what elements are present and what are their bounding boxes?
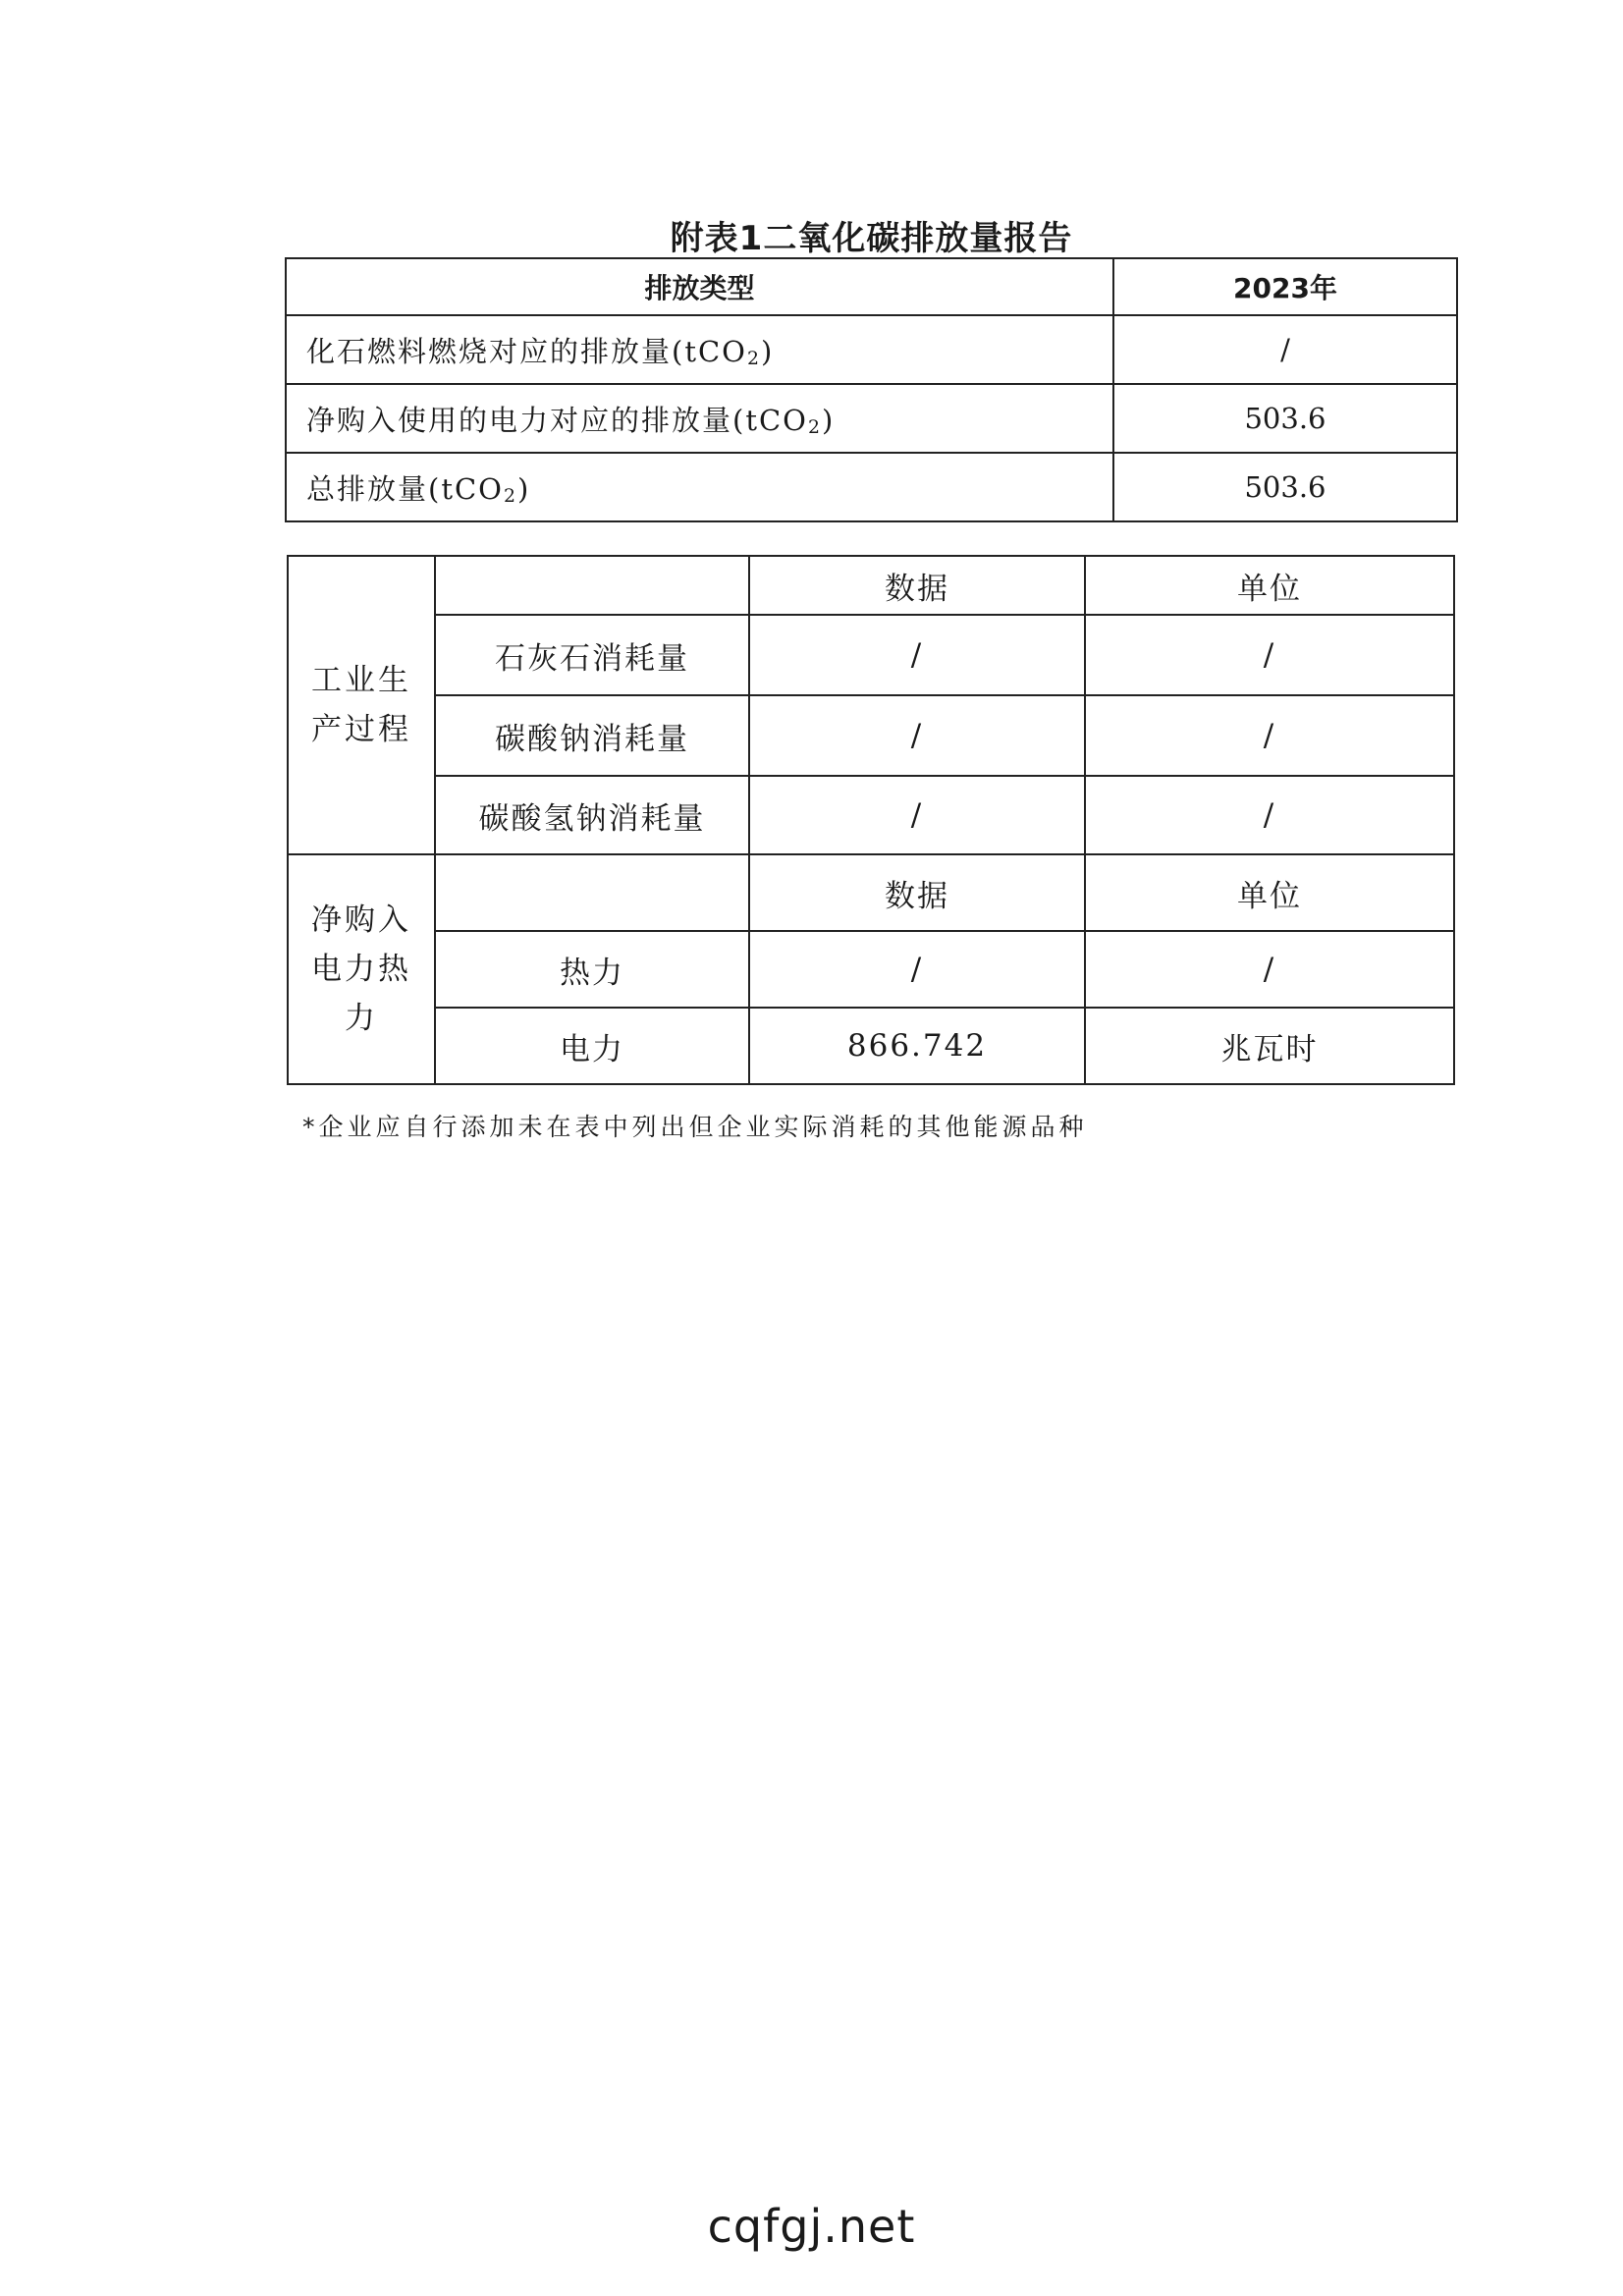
item-sodium-bicarbonate: 碳酸氢钠消耗量 <box>435 776 749 854</box>
header-data: 数据 <box>749 854 1085 931</box>
row-value-purchased-electricity: 503.6 <box>1113 384 1457 453</box>
row-value-total: 503.6 <box>1113 453 1457 521</box>
item-heat: 热力 <box>435 931 749 1008</box>
header-unit: 单位 <box>1085 556 1454 615</box>
data-sodium-bicarbonate: / <box>749 776 1085 854</box>
group-label-purchased-power-heat: 净购入 电力热 力 <box>288 854 435 1084</box>
group-label-industrial-process: 工业生 产过程 <box>288 556 435 854</box>
document-title: 附表1二氧化碳排放量报告 <box>670 219 1073 258</box>
footnote: *企业应自行添加未在表中列出但企业实际消耗的其他能源品种 <box>302 1113 1088 1141</box>
row-label-purchased-electricity: 净购入使用的电力对应的排放量(tCO2) <box>286 384 1113 453</box>
unit-electricity: 兆瓦时 <box>1085 1008 1454 1084</box>
table-header-row <box>286 258 1457 315</box>
header-year: 2023年 <box>1113 258 1457 315</box>
row-label-total: 总排放量(tCO2) <box>286 453 1113 521</box>
header-emission-type: 排放类型 <box>286 258 1113 315</box>
unit-heat: / <box>1085 931 1454 1008</box>
unit-limestone: / <box>1085 615 1454 695</box>
group-header-row <box>288 854 1454 931</box>
header-item-empty <box>435 556 749 615</box>
data-limestone: / <box>749 615 1085 695</box>
row-value-fossil-fuel: / <box>1113 315 1457 384</box>
data-heat: / <box>749 931 1085 1008</box>
header-unit: 单位 <box>1085 854 1454 931</box>
data-electricity: 866.742 <box>749 1008 1085 1084</box>
header-data: 数据 <box>749 556 1085 615</box>
item-limestone: 石灰石消耗量 <box>435 615 749 695</box>
table-row <box>286 384 1457 453</box>
table-row <box>286 315 1457 384</box>
item-electricity: 电力 <box>435 1008 749 1084</box>
emission-report-table <box>285 257 1458 522</box>
table-row <box>288 1008 1454 1084</box>
table-row <box>288 695 1454 776</box>
table-row <box>286 453 1457 521</box>
data-sodium-carbonate: / <box>749 695 1085 776</box>
header-item-empty <box>435 854 749 931</box>
unit-sodium-bicarbonate: / <box>1085 776 1454 854</box>
row-label-fossil-fuel: 化石燃料燃烧对应的排放量(tCO2) <box>286 315 1113 384</box>
item-sodium-carbonate: 碳酸钠消耗量 <box>435 695 749 776</box>
activity-data-table <box>287 555 1455 1085</box>
table-row <box>288 931 1454 1008</box>
group-header-row <box>288 556 1454 615</box>
unit-sodium-carbonate: / <box>1085 695 1454 776</box>
table-row <box>288 776 1454 854</box>
table-row <box>288 615 1454 695</box>
watermark-site: cqfgj.net <box>707 2200 916 2253</box>
